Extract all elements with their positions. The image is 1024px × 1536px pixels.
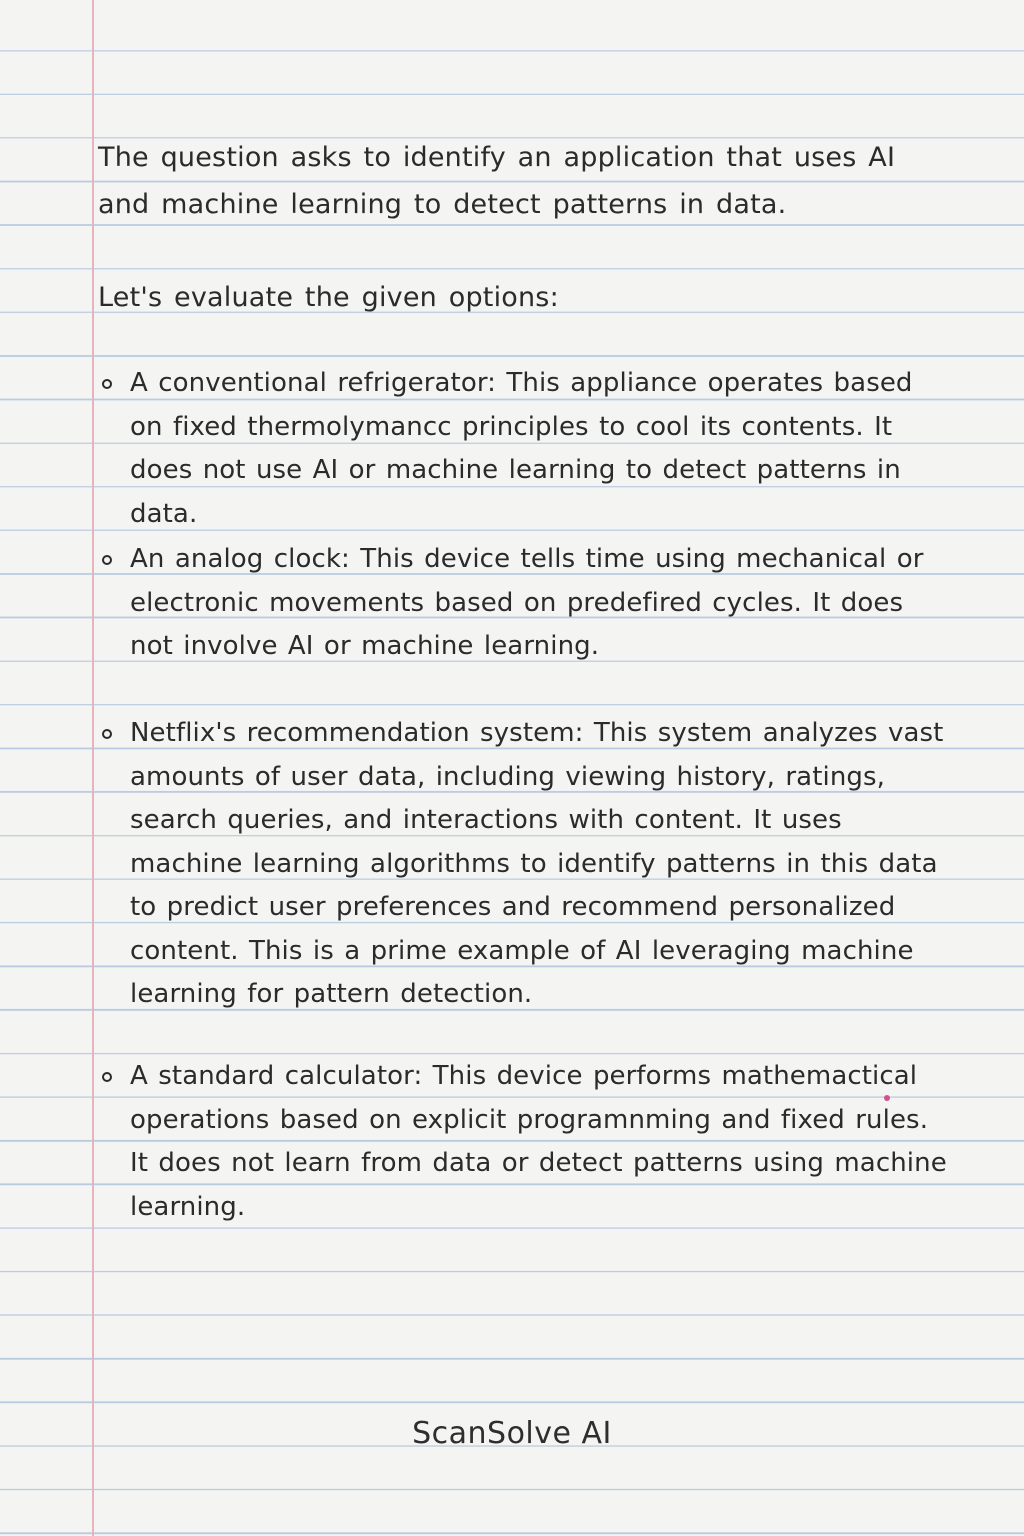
option-text: A conventional refrigerator: This appliance operates based on fixed thermolymancc principles to cool its contents. It does not use AI or machine learning to detect patterns in data.	[130, 368, 913, 529]
bullet-icon	[102, 1072, 112, 1082]
evaluate-heading: Let's evaluate the given options:	[98, 282, 559, 313]
footer-brand: ScanSolve AI	[412, 1416, 612, 1451]
ink-speck	[884, 1095, 890, 1101]
bullet-icon	[102, 379, 112, 389]
option-text: A standard calculator: This device performs mathemactical operations based on explicit programnming and fixed rules. It does not learn from data or detect patterns using machine learning.	[130, 1061, 947, 1222]
intro-paragraph: The question asks to identify an application that uses AI and machine learning to detect patterns in data.	[98, 142, 896, 220]
bullet-icon	[102, 555, 112, 565]
option-text: An analog clock: This device tells time using mechanical or electronic movements based on predefired cycles. It does not involve AI or machine learning.	[130, 544, 924, 661]
bullet-icon	[102, 729, 112, 739]
margin-line	[92, 0, 94, 1536]
option-text: Netflix's recommendation system: This system analyzes vast amounts of user data, including viewing history, ratings, search queries, and interactions with content. It uses machine learning algorithms to identify patterns in this data to predict user preferences and recommend personalized content. This is a prime example of AI leveraging machine learning for pattern detection.	[130, 718, 944, 1009]
